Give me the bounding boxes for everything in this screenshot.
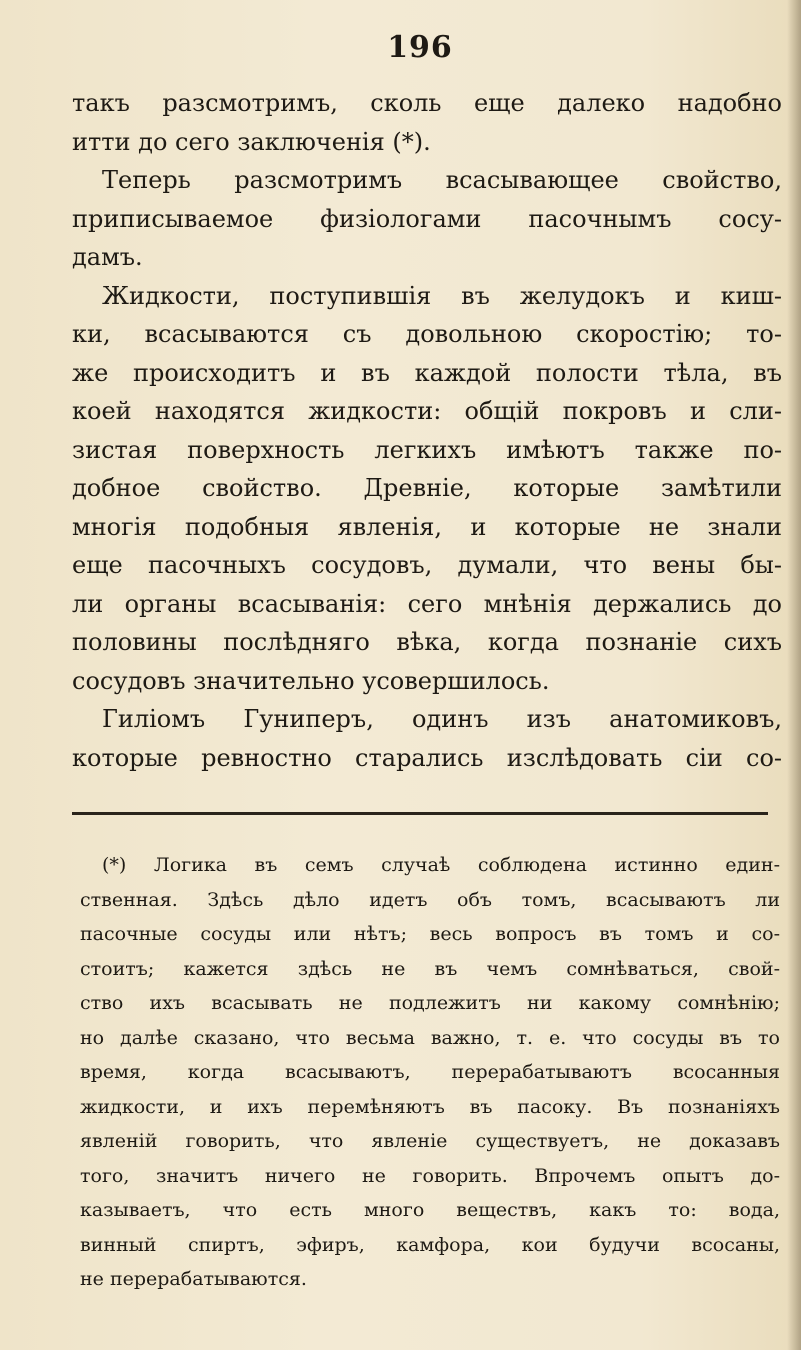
text-line: ки, всасываются съ довольною скоростію; то- bbox=[72, 320, 782, 348]
footnote-line: не перерабатываются. bbox=[80, 1268, 307, 1290]
text-line: ли органы всасыванія: сего мнѣнія держались до bbox=[72, 589, 782, 618]
footnote bbox=[80, 848, 780, 1297]
text-line: коей находятся жидкости: общій покровъ и сли- bbox=[72, 397, 782, 425]
text-line: дамъ. bbox=[72, 243, 143, 271]
footnote-line: время, когда всасываютъ, перерабатываютъ всосанныя bbox=[80, 1061, 780, 1083]
footnote-line: казываетъ, что есть много веществъ, какъ то: вода, bbox=[80, 1199, 780, 1221]
page-number: 196 bbox=[387, 30, 453, 65]
text-line: многія подобныя явленія, и которые не знали bbox=[72, 512, 782, 541]
text-line: Теперь разсмотримъ всасывающее свойство, bbox=[102, 166, 782, 194]
body-text bbox=[72, 84, 782, 777]
footnote-line: винный спиртъ, эфиръ, камфора, кои будучи всосаны, bbox=[80, 1233, 780, 1256]
text-line: Жидкости, поступившія въ желудокъ и киш- bbox=[102, 281, 782, 310]
footnote-line: (*) Логика въ семъ случаѣ соблюдена истинно един- bbox=[102, 854, 780, 876]
text-line: итти до сего заключенія (*). bbox=[72, 127, 431, 156]
text-line: Гиліомъ Гуниперъ, одинъ изъ анатомиковъ, bbox=[102, 705, 782, 733]
text-line: которые ревностно старались изслѣдовать сіи со- bbox=[72, 743, 782, 772]
text-line: приписываемое физіологами пасочнымъ сосу- bbox=[72, 204, 782, 233]
footnote-line: того, значитъ ничего не говорить. Впрочемъ опытъ до- bbox=[80, 1164, 780, 1187]
footnote-line: ственная. Здѣсь дѣло идетъ объ томъ, всасываютъ ли bbox=[80, 888, 780, 911]
footnote-line: явленій говорить, что явленіе существуетъ, не доказавъ bbox=[80, 1130, 780, 1152]
footnote-line: ство ихъ всасывать не подлежитъ ни какому сомнѣнію; bbox=[80, 992, 780, 1014]
footnote-line: жидкости, и ихъ перемѣняютъ въ пасоку. Въ познаніяхъ bbox=[80, 1095, 780, 1118]
text-line: половины послѣдняго вѣка, когда познаніе сихъ bbox=[72, 628, 782, 656]
text-line: такъ разсмотримъ, сколь еще далеко надобно bbox=[72, 89, 782, 117]
text-line: сосудовъ значительно усовершилось. bbox=[72, 666, 550, 695]
text-line: же происходитъ и въ каждой полости тѣла, въ bbox=[72, 358, 782, 387]
footnote-line: но далѣе сказано, что весьма важно, т. е. что сосуды въ то bbox=[80, 1026, 780, 1049]
text-line: добное свойство. Древніе, которые замѣтили bbox=[72, 474, 782, 502]
footnote-line: стоитъ; кажется здѣсь не въ чемъ сомнѣваться, свой- bbox=[80, 957, 780, 980]
footnote-separator bbox=[72, 812, 768, 815]
page-edge-shadow bbox=[787, 0, 801, 1350]
text-line: зистая поверхность легкихъ имѣютъ также по- bbox=[72, 435, 782, 464]
text-line: еще пасочныхъ сосудовъ, думали, что вены бы- bbox=[72, 551, 782, 579]
footnote-line: пасочные сосуды или нѣтъ; весь вопросъ въ томъ и со- bbox=[80, 923, 780, 945]
